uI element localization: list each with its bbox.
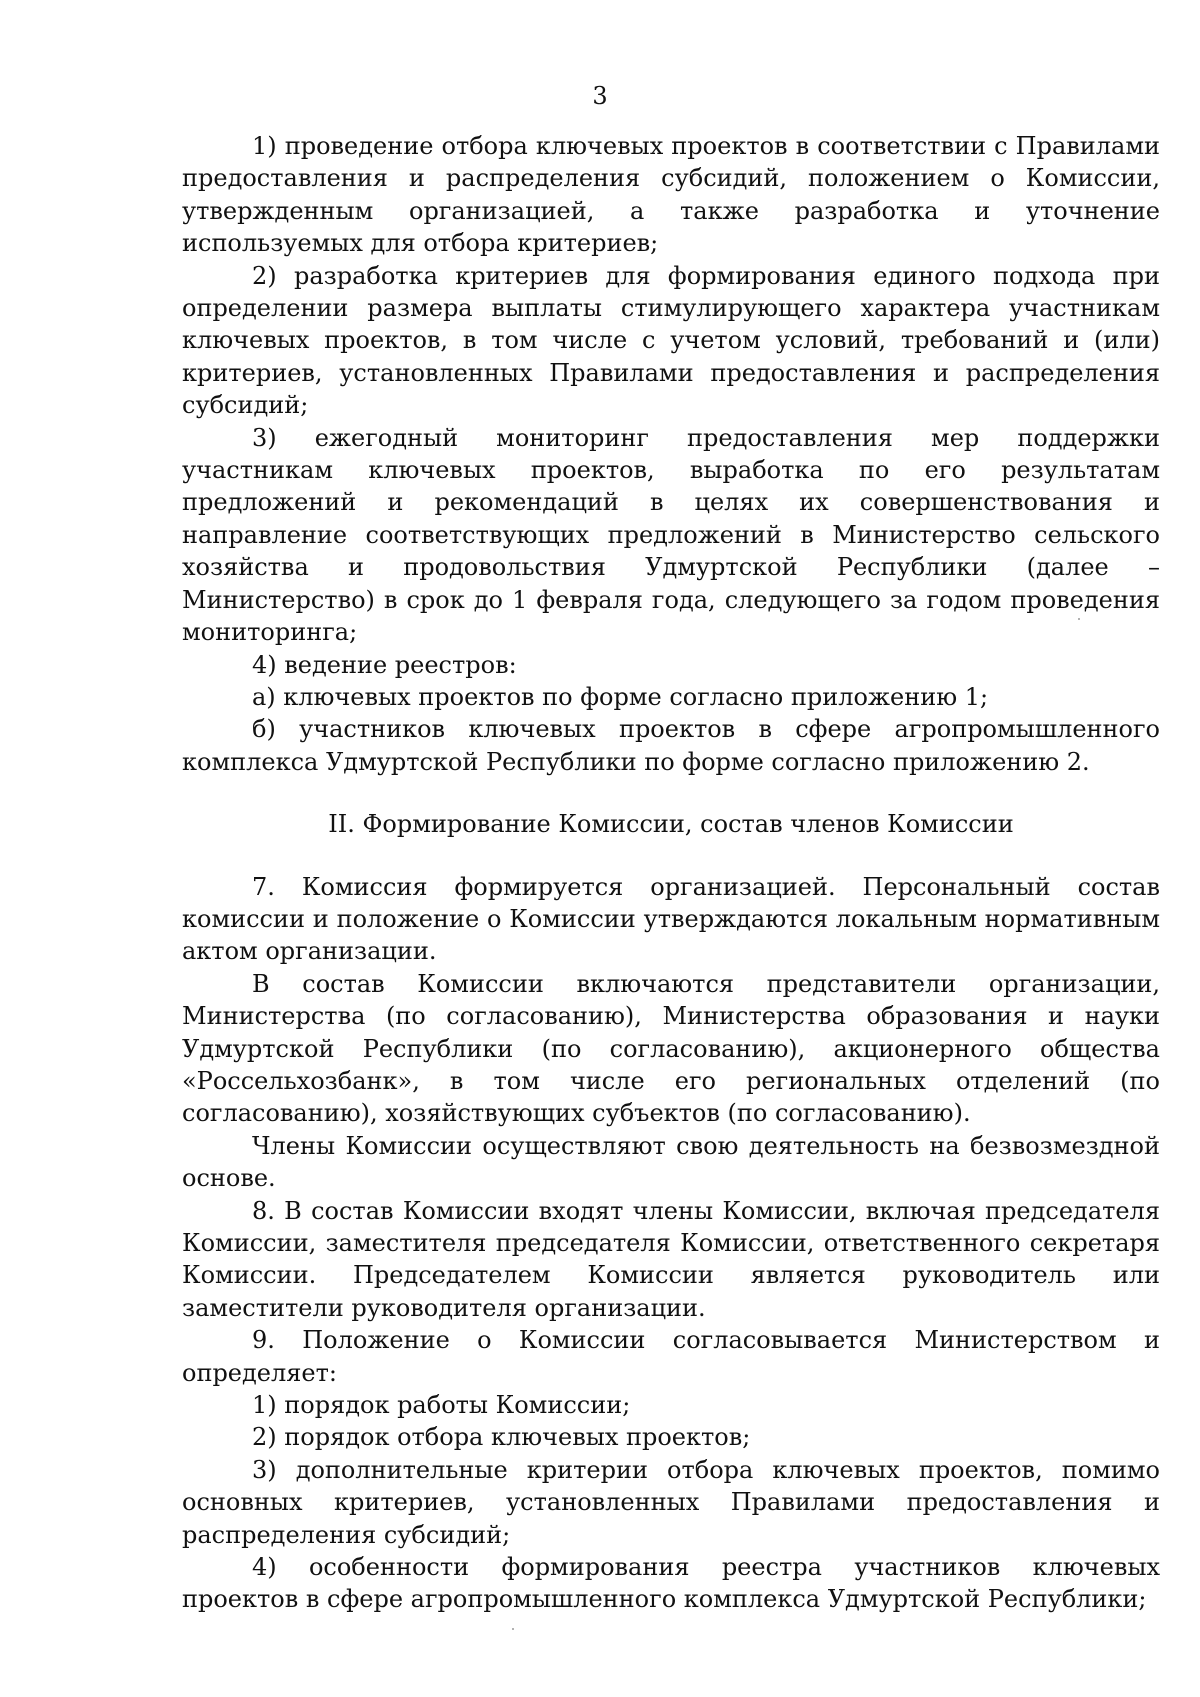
- paragraph-4: 4) ведение реестров:: [252, 650, 517, 679]
- document-body: [182, 130, 1160, 1616]
- paragraph-9-1: 1) порядок работы Комиссии;: [252, 1391, 631, 1420]
- scan-speck: [512, 1628, 514, 1630]
- paragraph-3: 3) ежегодный мониторинг предоставления мер поддержки участникам ключевых проектов, выработка по его результатам предложений и рекомендаций в целях их совершенствования и направление соответствующих предложений в Министерство сельского хозяйства и продовольствия Удмуртской Республики (далее – Министерство) в срок до 1 февраля года, следующего за годом проведения мониторинга;: [182, 423, 1160, 647]
- paragraph-8: 8. В состав Комиссии входят члены Комиссии, включая председателя Комиссии, заместителя председателя Комиссии, ответственного секретаря Комиссии. Председателем Комиссии является руководитель или заместители руководителя организации.: [182, 1196, 1160, 1322]
- paragraph-9-3: 3) дополнительные критерии отбора ключевых проектов, помимо основных критериев, установленных Правилами предоставления и распределения субсидий;: [182, 1455, 1160, 1549]
- paragraph-2: 2) разработка критериев для формирования единого подхода при определении размера выплаты стимулирующего характера участникам ключевых проектов, в том числе с учетом условий, требований и (или) критериев, установленных Правилами предоставления и распределения субсидий;: [182, 261, 1160, 420]
- paragraph-4b: б) участников ключевых проектов в сфере агропромышленного комплекса Удмуртской Республики по форме согласно приложению 2.: [182, 715, 1160, 776]
- page-number: 3: [592, 82, 608, 110]
- section-heading: II. Формирование Комиссии, состав членов Комиссии: [328, 810, 1014, 839]
- paragraph-4a: а) ключевых проектов по форме согласно приложению 1;: [252, 682, 989, 711]
- paragraph-9-4: 4) особенности формирования реестра участников ключевых проектов в сфере агропромышленного комплекса Удмуртской Республики;: [182, 1553, 1160, 1614]
- paragraph-7: 7. Комиссия формируется организацией. Персональный состав комиссии и положение о Комиссии утверждаются локальным нормативным актом организации.: [182, 872, 1160, 966]
- paragraph-composition: В состав Комиссии включаются представители организации, Министерства (по согласованию), Министерства образования и науки Удмуртской Республики (по согласованию), акционерного общества «Россельхозбанк», в том числе его региональных отделений (по согласованию), хозяйствующих субъектов (по согласованию).: [182, 969, 1160, 1128]
- paragraph-free-basis: Члены Комиссии осуществляют свою деятельность на безвозмездной основе.: [182, 1131, 1160, 1193]
- paragraph-9: 9. Положение о Комиссии согласовывается Министерством и определяет:: [182, 1326, 1160, 1387]
- paragraph-1: 1) проведение отбора ключевых проектов в соответствии с Правилами предоставления и распределения субсидий, положением о Комиссии, утвержденным организацией, а также разработка и уточнение используемых для отбора критериев;: [182, 132, 1160, 258]
- scan-speck: [1078, 618, 1080, 620]
- paragraph-9-2: 2) порядок отбора ключевых проектов;: [252, 1423, 751, 1452]
